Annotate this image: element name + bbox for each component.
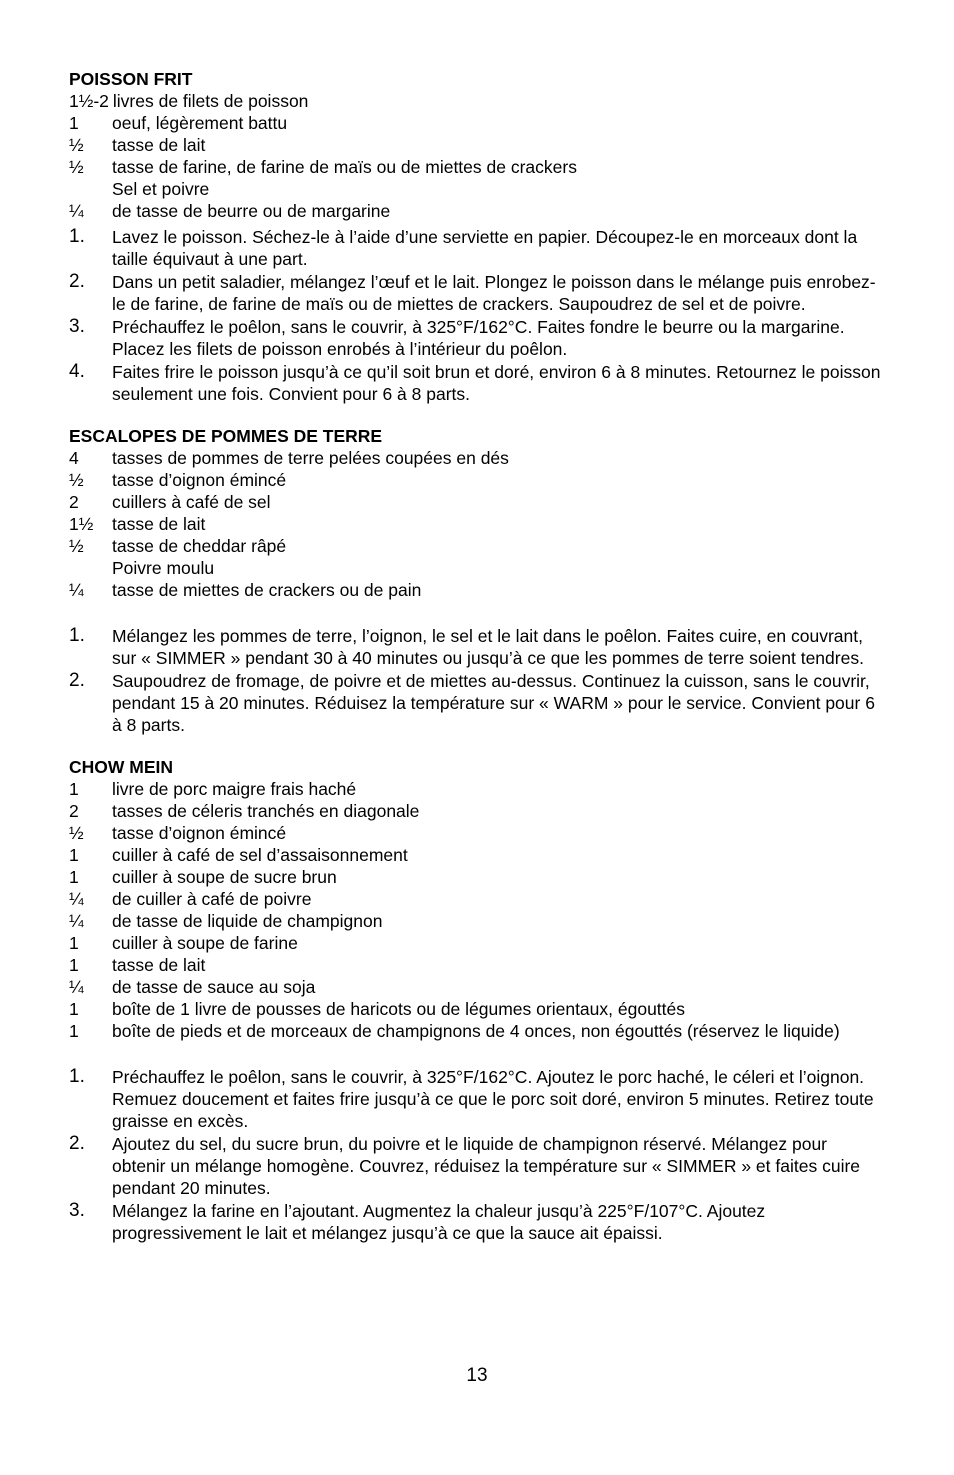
step-number: 2. [69,271,85,292]
ingredient-name: tasse de cheddar râpé [112,536,287,556]
step-text: Faites frire le poisson jusqu’à ce qu’il soit brun et doré, environ 6 à 8 minutes. Retournez le poisson seulement une fois. Convient pour 6 à 8 parts. [112,362,881,404]
ingredient-qty: 1 [69,113,79,133]
ingredient-name: tasse de lait [112,514,206,534]
ingredient-qty: ¼ [69,889,84,909]
step-text: Dans un petit saladier, mélangez l’œuf et le lait. Plongez le poisson dans le mélange puis enrobez-le de farine, de farine de maïs ou de miettes de crackers. Saupoudrez de sel et de poivre. [112,272,876,314]
ingredient-qty: 1 [69,933,79,953]
step-text: Lavez le poisson. Séchez-le à l’aide d’une serviette en papier. Découpez-le en morceaux dont la taille équivaut à une part. [112,227,858,269]
step-text: Préchauffez le poêlon, sans le couvrir, à 325°F/162°C. Faites fondre le beurre ou la margarine. Placez les filets de poisson enrobés à l’intérieur du poêlon. [112,317,845,359]
ingredient-name: tasse d’oignon émincé [112,823,287,843]
ingredient-name: de cuiller à café de poivre [112,889,312,909]
ingredient-row [69,844,884,866]
recipe-title: ESCALOPES DE POMMES DE TERRE [69,426,383,446]
ingredient-qty [69,557,112,579]
recipe-escalopes-de-pommes-de-terre [69,425,884,736]
ingredient-name: livres de filets de poisson [112,91,309,111]
ingredient-qty [69,178,112,200]
step-list [69,1066,884,1244]
ingredient-qty: 4 [69,448,79,468]
step-item [69,1066,884,1132]
ingredient-name: Sel et poivre [112,179,210,199]
step-item [69,271,884,315]
step-text: Saupoudrez de fromage, de poivre et de miettes au-dessus. Continuez la cuisson, sans le couvrir, pendant 15 à 20 minutes. Réduisez la température sur « WARM » pour le service. Convient pour 6 à 8 parts. [112,671,875,735]
step-text: Préchauffez le poêlon, sans le couvrir, à 325°F/162°C. Ajoutez le porc haché, le céleri et l’oignon. Remuez doucement et faites frire jusqu’à ce que le porc soit doré, environ 5 minutes. Retirez toute graisse en excès. [112,1067,874,1131]
ingredient-qty: ¼ [69,580,84,600]
ingredient-name: tasse d’oignon émincé [112,470,287,490]
ingredient-name: livre de porc maigre frais haché [112,779,357,799]
ingredient-name: tasses de céleris tranchés en diagonale [112,801,420,821]
ingredient-qty: 1 [69,845,79,865]
ingredient-name: cuillers à café de sel [112,492,271,512]
ingredient-qty: 1 [69,999,79,1019]
ingredient-row [69,447,884,469]
ingredient-row [69,579,884,601]
ingredient-row [69,178,884,200]
recipe-title: POISSON FRIT [69,69,193,89]
step-item [69,361,884,405]
step-number: 2. [69,670,85,691]
ingredient-row [69,557,884,579]
ingredient-row [69,1020,884,1042]
ingredient-name: boîte de pieds et de morceaux de champignons de 4 onces, non égouttés (réservez le liquide) [112,1021,840,1041]
ingredient-name: de tasse de sauce au soja [112,977,316,997]
ingredient-name: cuiller à soupe de sucre brun [112,867,337,887]
ingredient-qty: 1 [69,955,79,975]
ingredient-name: tasse de farine, de farine de maïs ou de miettes de crackers [112,157,577,177]
step-text: Ajoutez du sel, du sucre brun, du poivre et le liquide de champignon réservé. Mélangez pour obtenir un mélange homogène. Couvrez, réduisez la température sur « SIMMER » et faites cuire pendant 20 minutes. [112,1134,861,1198]
ingredient-row [69,976,884,998]
ingredient-row [69,800,884,822]
step-text: Mélangez les pommes de terre, l’oignon, le sel et le lait dans le poêlon. Faites cuire, en couvrant, sur « SIMMER » pendant 30 à 40 minutes ou jusqu’à ce que les pommes de terre soient tendres. [112,626,864,668]
page-number: 13 [466,1365,488,1386]
ingredient-row [69,954,884,976]
ingredient-row [69,112,884,134]
recipe-title: CHOW MEIN [69,757,174,777]
ingredient-qty: 2 [69,801,79,821]
ingredient-name: Poivre moulu [112,558,215,578]
ingredient-row [69,200,884,222]
ingredient-name: cuiller à café de sel d’assaisonnement [112,845,408,865]
step-item [69,1133,884,1199]
ingredient-row [69,469,884,491]
ingredient-qty: ½ [69,470,84,490]
ingredient-row [69,932,884,954]
ingredient-row [69,156,884,178]
ingredient-qty: ½ [69,157,84,177]
step-item [69,316,884,360]
ingredient-row [69,910,884,932]
ingredient-row [69,778,884,800]
ingredient-row [69,90,884,112]
ingredient-name: oeuf, légèrement battu [112,113,288,133]
ingredient-qty: 1½-2 [69,91,109,111]
step-number: 3. [69,1200,85,1221]
ingredient-row [69,866,884,888]
step-number: 1. [69,1066,85,1087]
step-text: Mélangez la farine en l’ajoutant. Augmentez la chaleur jusqu’à 225°F/107°C. Ajoutez progressivement le lait et mélangez jusqu’à ce que la sauce ait épaissi. [112,1201,766,1243]
ingredient-row [69,535,884,557]
recipe-chow-mein [69,756,884,1244]
ingredient-name: cuiller à soupe de farine [112,933,298,953]
ingredient-qty: ¼ [69,977,84,997]
ingredient-qty: ½ [69,135,84,155]
step-item [69,670,884,736]
ingredient-qty: 1½ [69,514,94,534]
step-number: 1. [69,625,85,646]
ingredient-row [69,822,884,844]
ingredient-qty: ¼ [69,201,84,221]
ingredient-row [69,513,884,535]
recipe-poisson-frit [69,68,884,405]
ingredient-qty: 2 [69,492,79,512]
ingredient-name: tasse de lait [112,955,206,975]
ingredient-name: tasses de pommes de terre pelées coupées en dés [112,448,509,468]
ingredient-name: boîte de 1 livre de pousses de haricots ou de légumes orientaux, égouttés [112,999,686,1019]
ingredient-qty: ¼ [69,911,84,931]
step-number: 4. [69,361,85,382]
step-item [69,1200,884,1244]
ingredient-qty: ½ [69,823,84,843]
step-item [69,226,884,270]
step-list [69,625,884,736]
step-number: 3. [69,316,85,337]
ingredient-row [69,491,884,513]
ingredient-qty: 1 [69,1021,79,1041]
ingredient-qty: 1 [69,779,79,799]
ingredient-name: tasse de lait [112,135,206,155]
step-number: 2. [69,1133,85,1154]
ingredient-qty: 1 [69,867,79,887]
ingredient-row [69,888,884,910]
ingredient-row [69,134,884,156]
step-number: 1. [69,226,85,247]
ingredient-qty: ½ [69,536,84,556]
ingredient-name: de tasse de liquide de champignon [112,911,383,931]
ingredient-name: de tasse de beurre ou de margarine [112,201,391,221]
step-item [69,625,884,669]
ingredient-name: tasse de miettes de crackers ou de pain [112,580,422,600]
recipe-page [69,68,884,1245]
step-list [69,226,884,405]
ingredient-row [69,998,884,1020]
